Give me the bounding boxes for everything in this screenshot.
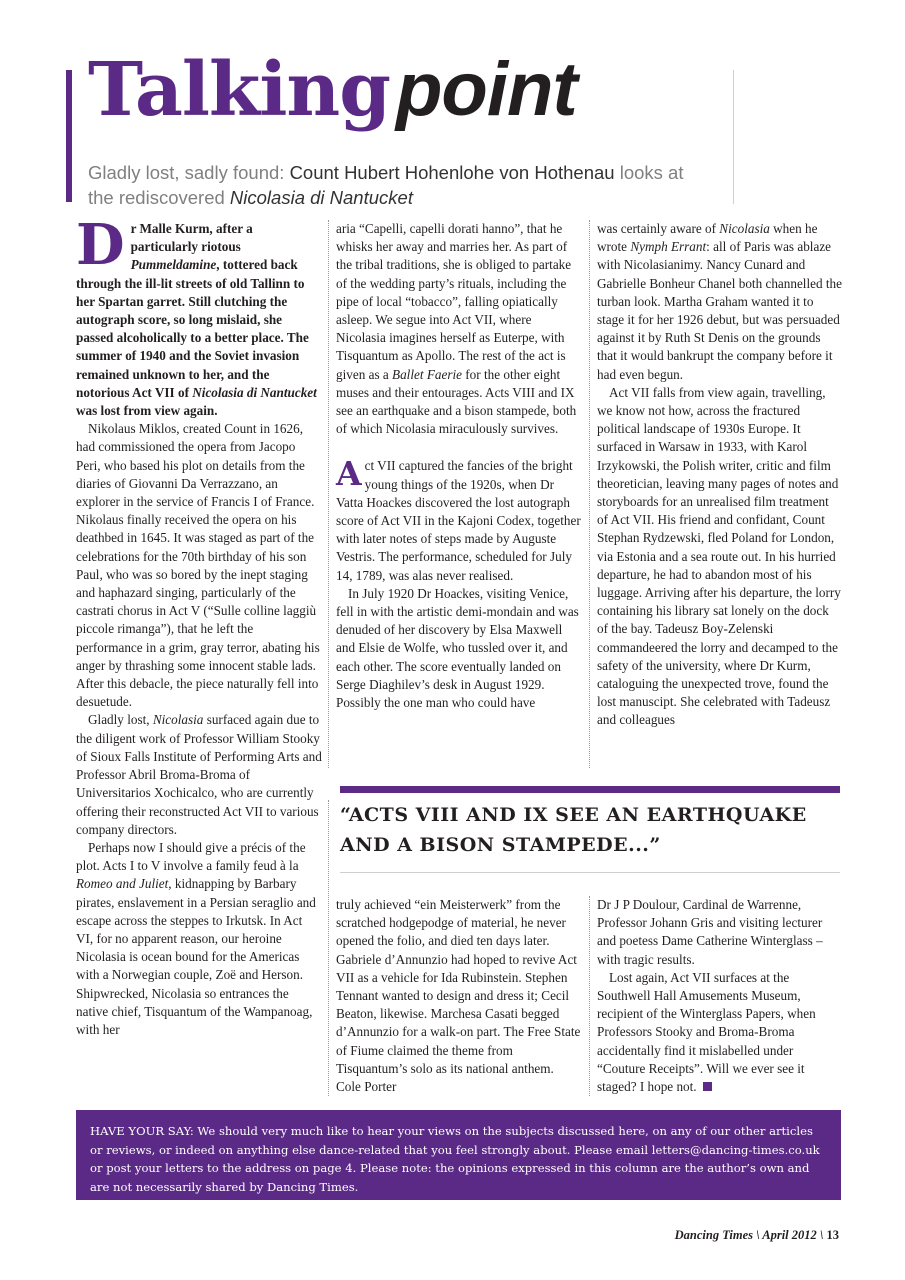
body-text: aria “Capelli, capelli dorati hanno”, that he whisks her away and marries her. As part of the tribal traditions, she is obliged to partake of the wedding party’s rituals, including the pipe of local “tobacco”, falling opiatically asleep. We segue into Act VII, where Nicolasia imagines herself as Euterpe, with Tisquantum as Apollo. The rest of the act is given as a bbox=[336, 221, 572, 382]
pull-quote: “ACTS VIII AND IX SEE AN EARTHQUAKE AND A BISON STAMPEDE...” bbox=[340, 804, 807, 856]
body-text: Gladly lost, bbox=[88, 712, 153, 728]
article-column-3-top bbox=[597, 220, 843, 730]
body-italic: Romeo and Juliet bbox=[76, 876, 169, 892]
article-column-2-bottom bbox=[336, 896, 582, 1096]
body-paragraph: truly achieved “ein Meisterwerk” from the scratched hodgepodge of material, he never opened the folio, and died ten days later. Gabriele d’Annunzio had hoped to revive Act VII as a vehicle for Ida Rubinstein. Stephen Tennant wanted to design and dress it; Cecil Beaton, likewise. Marchesa Casati begged d’Annunzio for a walk-on part. The Free State of Fiume claimed the theme from Tisquantum’s solo as its national anthem. Cole Porter bbox=[336, 897, 581, 1095]
lead-italic-title: Pummeldamine bbox=[130, 257, 217, 273]
body-paragraph bbox=[597, 220, 843, 384]
body-text: , kidnapping by Barbary pirates, enslavement in a Persian seraglio and escape across the steppes to Irkutsk. In Act VI, for no apparent reason, our heroine Nicolasia is ocean bound for the Americas with a Norwegian couple, Zoë and Herson. Shipwrecked, Nicolasia so entrances the native chief, Tisquantum of the Wampanoag, with her bbox=[76, 876, 316, 1037]
body-italic: Nymph Errant bbox=[630, 239, 707, 255]
column-divider bbox=[328, 220, 329, 768]
title-bold-word: Talking bbox=[88, 47, 390, 133]
masthead-accent-bar bbox=[66, 70, 72, 202]
article-column-2-top bbox=[336, 220, 582, 712]
closing-paragraph bbox=[597, 969, 843, 1096]
body-paragraph: Act VII falls from view again, travelling, we know not how, across the fractured political landscape of 1930s Europe. It surfaced in Warsaw in 1933, with Karol Irzykowski, the Polish writer, critic and film theoretician, leaving many pages of notes and storyboards for an unrealised film treatment of Act VII. His friend and confidant, Count Stephan Rydzewski, fled Poland for London, via Estonia and a sea route out. In his hurried departure, he had to abandon most of his luggage. Arriving after his departure, the lorry containing his library sat lonely on the dock of the bay. Tadeusz Boy-Zelenski commandeered the lorry and decamped to the safety of the university, where Dr Kurm, cataloguing the unexpected trove, found the lost manuscipt. She celebrated with Tadeusz and colleagues bbox=[597, 384, 841, 728]
body-paragraph: Dr J P Doulour, Cardinal de Warrenne, Professor Johann Gris and visiting lecturer and poetess Dame Catherine Winterglass – with tragic results. bbox=[597, 897, 823, 967]
standfirst-subject: Nicolasia di Nantucket bbox=[229, 187, 413, 208]
pull-quote-rule bbox=[340, 872, 840, 873]
body-italic: Ballet Faerie bbox=[392, 366, 462, 382]
article-column-1 bbox=[76, 212, 322, 1039]
standfirst-author: Count Hubert Hohenlohe von Hothenau bbox=[289, 162, 615, 183]
lead-paragraph bbox=[76, 212, 322, 420]
body-text: was certainly aware of bbox=[597, 221, 720, 236]
title-italic-word: point bbox=[395, 47, 577, 132]
body-paragraph: In July 1920 Dr Hoackes, visiting Venice, fell in with the artistic demi-mondain and was denuded of her discovery by Elsa Maxwell and Elsie de Wolfe, who tussled over it, and each other. The score eventually landed on Serge Diaghilev’s desk in August 1929. Possibly the one man who could have bbox=[336, 585, 579, 711]
body-text: surfaced again due to the diligent work of Professor William Stooky of Sioux Falls Institute of Performing Arts and Professor Abril Broma-Broma of Universitarios Xochicalco, who are currently offering their reconstructed Act VII to various company directors. bbox=[76, 712, 322, 837]
body-text: Perhaps now I should give a précis of the plot. Acts I to V involve a family feud à la bbox=[76, 839, 306, 874]
drop-cap-a: A bbox=[336, 454, 362, 494]
issue-date: \ April 2012 \ bbox=[752, 1228, 827, 1242]
body-paragraph bbox=[76, 839, 322, 1039]
article-column-3-bottom bbox=[597, 896, 843, 1096]
standfirst-mid: looks at the rediscovered bbox=[88, 162, 684, 208]
body-paragraph bbox=[336, 220, 582, 438]
standfirst-prefix: Gladly lost, sadly found: bbox=[88, 162, 290, 183]
lead-text: r Malle Kurm, after a particularly riotous bbox=[130, 221, 253, 255]
page-number: 13 bbox=[826, 1228, 839, 1242]
pull-quote-bar bbox=[340, 786, 840, 793]
body-italic: Nicolasia bbox=[152, 712, 204, 728]
have-your-say-box: HAVE YOUR SAY: We should very much like to hear your views on the subjects discussed here, on any of our other articles or reviews, or indeed on anything else dance-related that you feel strongly about. Please email letters@dancing-times.co.uk or post your letters to the address on page 4. Please note: the opinions expressed in this column are the author’s own and are not necessarily shared by Dancing Times. bbox=[76, 1110, 841, 1200]
column-divider bbox=[328, 800, 329, 1096]
section-paragraph bbox=[336, 454, 582, 584]
body-paragraph bbox=[76, 711, 322, 838]
body-text: : all of Paris was ablaze with Nicolasianimy. Nancy Cunard and Gabrielle Bonheur Chanel both channelled the turban look. Martha Graham wanted it to stage it for her 1926 debut, but was persuaded against it by Ruth St Denis on the grounds that it would bankrupt the company before it had even begun. bbox=[597, 239, 842, 382]
body-text: for the other eight muses and their entourages. Acts VIII and IX see an earthquake and a bison stampede, both of which Nicolasia miraculously survives. bbox=[336, 366, 577, 437]
header-divider-rule bbox=[733, 70, 734, 204]
lead-italic-opera: Nicolasia di Nantucket bbox=[192, 384, 317, 400]
drop-cap-d: D bbox=[76, 212, 125, 278]
body-text: when he wrote bbox=[597, 221, 818, 255]
magazine-name: Dancing Times bbox=[674, 1228, 753, 1242]
section-title bbox=[88, 47, 577, 133]
standfirst bbox=[88, 160, 708, 210]
body-text: ct VII captured the fancies of the bright young things of the 1920s, when Dr Vatta Hoackes discovered the lost autograph score of Act VII in the Kajoni Codex, together with later notes of steps made by Auguste Vestris. The performance, scheduled for July 14, 1789, was alas never realised. bbox=[336, 458, 581, 583]
body-paragraph: Nikolaus Miklos, created Count in 1626, had commissioned the opera from Jacopo Peri, who based his plot on details from the diaries of Giovanni Da Verrazzano, an explorer in the service of Francis I of France. Nikolaus finally received the opera on his deathbed in 1645. It was staged as part of the celebrations for the 70th birthday of his son Paul, who was so bored by the inept staging and haphazard singing, particularly of the castrati chorus in Act V (“Sulle colline laggiù piccole rimanga”), that he left the performance in a grim, gray terror, abating his anger by thrashing some innocent stable lads. After this debacle, the piece naturally fell into desuetude. bbox=[76, 421, 320, 710]
column-divider bbox=[589, 896, 590, 1096]
column-divider bbox=[589, 220, 590, 768]
body-italic: Nicolasia bbox=[719, 221, 770, 236]
page-footer bbox=[675, 1228, 839, 1243]
body-text: Lost again, Act VII surfaces at the Southwell Hall Amusements Museum, recipient of the Winterglass Papers, when Professors Stooky and Broma-Broma accidentally find it mislabelled under “Couture Receipts”. Will we ever see it staged? I hope not. bbox=[597, 969, 816, 1095]
lead-text-end: was lost from view again. bbox=[76, 403, 218, 419]
end-mark-icon bbox=[703, 1082, 712, 1091]
lead-text-cont: , tottered back through the ill-lit streets of old Tallinn to her Spartan garret. Still clutching the autograph score, so long mislaid, she passed alcoholically to a better place. The summer of 1940 and the Soviet invasion remained unknown to her, and the notorious Act VII of bbox=[76, 257, 309, 400]
